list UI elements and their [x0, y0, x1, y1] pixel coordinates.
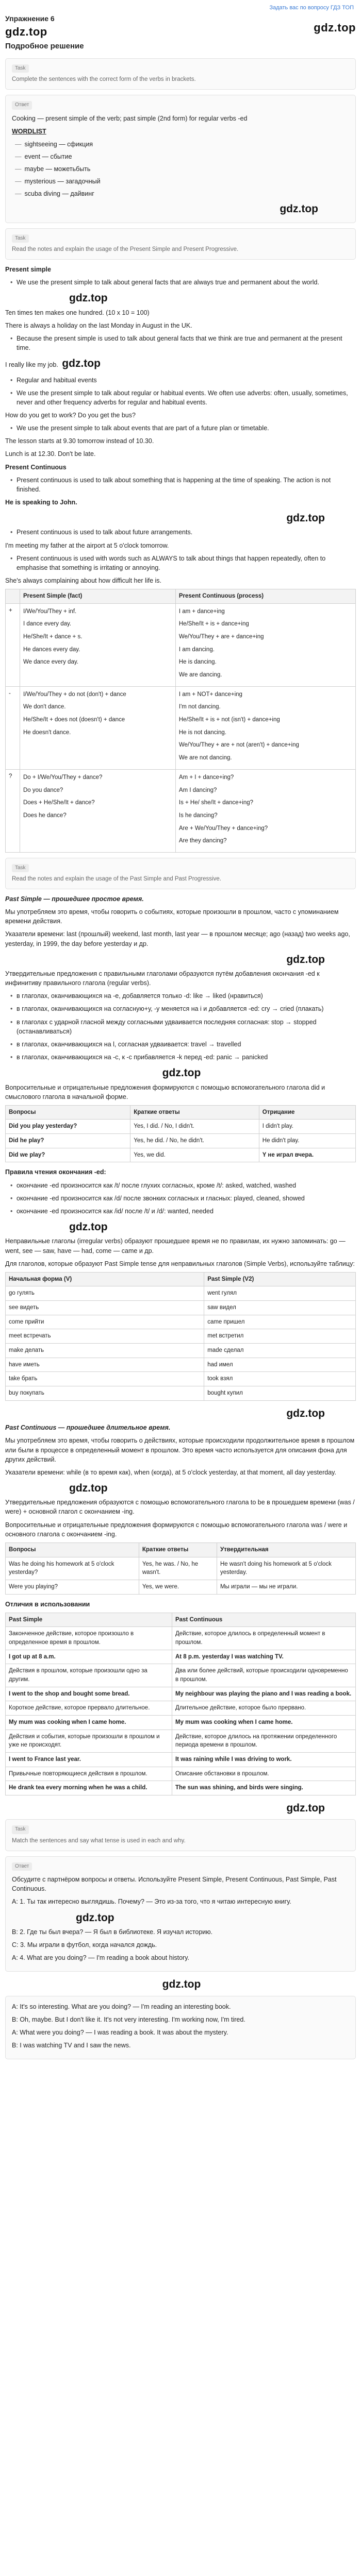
table-header: Past Simple (V2) — [204, 1272, 356, 1286]
table-sign: + — [6, 603, 20, 686]
rule: • We use the present simple to talk about regular or habitual events. We often use adverbs: often, usually, sometimes, never and other frequency adverbs for regular and habitual events. — [10, 388, 356, 407]
table-row — [6, 1664, 356, 1687]
table-row — [6, 1627, 356, 1650]
rule-list — [5, 1181, 356, 1216]
cell-line: He is dancing. — [178, 659, 217, 666]
answer-line: C: 3. Мы играли в футбол, когда начался дождь. — [12, 1941, 157, 1949]
table-row — [6, 1687, 356, 1701]
answer-line: A: 1. Ты так интересно выглядишь. Почему? — Это из-за того, что я читаю интересную книгу. — [12, 1898, 291, 1906]
rule: • Because the present simple is used to talk about general facts that we think are true and permanent at the present time. — [10, 334, 356, 352]
table-cell — [175, 603, 355, 686]
cell-line: I/We/You/They + do not (don't) + dance — [23, 691, 126, 698]
table-cell: He drank tea every morning when he was a child. — [6, 1781, 172, 1795]
watermark-row — [5, 1065, 356, 1081]
cell-line: He is not dancing. — [178, 729, 226, 736]
table-cell: Два или более действий, которые происходили одновременно в прошлом. — [172, 1664, 355, 1687]
wordlist-item: — scuba diving — дайвинг — [15, 189, 349, 198]
table-row — [6, 1730, 356, 1752]
table-cell — [175, 769, 355, 852]
example: The lesson starts at 9.30 tomorrow instead of 10.30. — [5, 437, 154, 445]
table-header: Past Continuous — [172, 1613, 355, 1627]
table-cell: Yes, we were. — [139, 1580, 217, 1594]
watermark-row — [5, 1801, 356, 1816]
table-cell: I didn't play. — [259, 1120, 355, 1134]
rule: • We use the present simple to talk about general facts that are always true and permanent about the world. — [10, 278, 356, 287]
watermark: gdz.top — [62, 358, 101, 370]
paragraph: Утвердительные предложения образуются с помощью вспомогательного глагола to be в прошедшем времени (was / were) + основной глагол с окончанием -ing. — [5, 1499, 355, 1516]
table-row — [6, 1344, 356, 1358]
section-title: Отличия в использовании — [5, 1600, 90, 1608]
paragraph: Вопросительные и отрицательные предложения формируются с помощью вспомогательного глагола was / were и основного глагола с окончанием -ing. — [5, 1521, 348, 1538]
task-text: Read the notes and explain the usage of the Past Simple and Past Progressive. — [12, 876, 221, 883]
table-row — [6, 769, 356, 852]
answer-line: B: Oh, maybe. But I don't like it. It's not very interesting. I'm working now, I'm tired. — [12, 2015, 245, 2023]
section-title: Past Continuous — прошедшее длительное время. — [5, 1424, 171, 1432]
cell-line: He doesn't dance. — [23, 729, 71, 736]
watermark-row — [5, 1977, 356, 1992]
wordlist-item: — event — сбытие — [15, 152, 349, 161]
grammar-table — [5, 589, 356, 853]
rule: • в глаголах, оканчивающихся на -е, добавляется только -d: like → liked (нравиться) — [10, 991, 356, 1001]
watermark-row — [5, 1406, 356, 1421]
table-row — [6, 603, 356, 686]
paragraph: Указатели времени: last (прошлый) weekend, last month, last year — в прошлом месяце; ago (назад) two weeks ago, yesterday, in 1999, the day before yesterday и др. — [5, 930, 350, 947]
table-row — [6, 1148, 356, 1162]
present-simple-section — [5, 265, 356, 585]
table-cell: Короткое действие, которое прервало длительное. — [6, 1701, 172, 1716]
table-cell: My mum was cooking when I came home. — [6, 1716, 172, 1730]
table-row — [6, 1315, 356, 1329]
final-answer-card — [5, 1996, 356, 2060]
table-cell: had имел — [204, 1358, 356, 1372]
exercise-title: Упражнение 6 — [5, 14, 55, 23]
cell-line: Are + We/You/They + dance+ing? — [178, 825, 268, 832]
cell-line: We are not dancing. — [178, 755, 232, 761]
answer-line: A: It's so interesting. What are you doing? — I'm reading an interesting book. — [12, 2003, 231, 2010]
watermark: gdz.top — [286, 953, 325, 965]
table-row — [6, 1386, 356, 1401]
example — [5, 356, 356, 371]
paragraph: Указатели времени: while (в то время как), when (когда), at 5 o'clock yesterday, at that moment, all day yesterday. — [5, 1468, 336, 1476]
table-header: Present Continuous (process) — [175, 589, 355, 604]
table-cell: At 8 p.m. yesterday I was watching TV. — [172, 1650, 355, 1664]
table-sign: - — [6, 686, 20, 769]
table-header-row — [6, 1272, 356, 1286]
paragraph: Утвердительные предложения с правильными глаголами образуются путём добавления окончания -ed к инфинитиву правильного глагола (regular verbs). — [5, 970, 320, 987]
table-cell: go гулять — [6, 1286, 204, 1301]
wordlist — [12, 140, 349, 199]
cell-line: He/She/It + does not (doesn't) + dance — [23, 717, 125, 723]
example: Ten times ten makes one hundred. (10 x 10 = 100) — [5, 309, 150, 316]
example: She's always complaining about how difficult her life is. — [5, 577, 162, 584]
table-cell: He wasn't doing his homework at 5 o'clock yesterday. — [217, 1557, 355, 1580]
answer-tag: Ответ — [12, 101, 32, 110]
task-tag: Task — [12, 864, 29, 873]
task-card-1 — [5, 58, 356, 90]
watermark: gdz.top — [280, 203, 318, 215]
cell-line: Do + I/We/You/They + dance? — [23, 774, 103, 781]
table-header: Краткие ответы — [130, 1105, 259, 1120]
rule-list — [5, 278, 356, 287]
section-title: Present Continuous — [5, 463, 67, 471]
table-header — [6, 589, 20, 604]
task-tag: Task — [12, 234, 29, 243]
watermark-row — [5, 291, 356, 306]
example: How do you get to work? Do you get the bus? — [5, 412, 136, 419]
table-row — [6, 1358, 356, 1372]
table-header: Вопросы — [6, 1543, 139, 1557]
table-cell: Was he doing his homework at 5 o'clock yesterday? — [6, 1557, 139, 1580]
table-cell: Yes, he was. / No, he wasn't. — [139, 1557, 217, 1580]
example: I'm meeting my father at the airport at 5 o'clock tomorrow. — [5, 541, 169, 549]
watermark-row — [5, 952, 356, 968]
table-cell: made сделал — [204, 1344, 356, 1358]
table-cell: I got up at 8 a.m. — [6, 1650, 172, 1664]
table-cell: Yes, we did. — [130, 1148, 259, 1162]
table-row — [6, 1716, 356, 1730]
section-title: Past Simple — прошедшее простое время. — [5, 895, 144, 903]
rule: • окончание -ed произносится как /id/ после /t/ и /d/: wanted, needed — [10, 1207, 356, 1216]
table-cell: went гулял — [204, 1286, 356, 1301]
example: Lunch is at 12.30. Don't be late. — [5, 450, 96, 458]
example: There is always a holiday on the last Monday in August in the UK. — [5, 321, 192, 329]
rule-list — [5, 528, 356, 537]
answer-line: A: What were you doing? — I was reading a book. It was about the mystery. — [12, 2029, 228, 2037]
task-text: Match the sentences and say what tense is used in each and why. — [12, 1837, 186, 1844]
rule: • Present continuous is used to talk about something that is happening at the time of speaking. The action is not finished. — [10, 476, 356, 494]
task-text: Complete the sentences with the correct form of the verbs in brackets. — [12, 76, 196, 83]
example-text: He is speaking to John. — [5, 498, 77, 506]
cell-line: He/She/It + is + not (isn't) + dance+ing — [178, 717, 280, 723]
watermark: gdz.top — [69, 1482, 108, 1494]
example — [5, 498, 356, 507]
cell-line: I am + NOT+ dance+ing — [178, 691, 242, 698]
answer-intro: Cooking — present simple of the verb; past simple (2nd form) for regular verbs -ed — [12, 114, 248, 122]
table-header: Отрицание — [259, 1105, 355, 1120]
paragraph: Правила чтения окончания -ed: — [5, 1168, 106, 1176]
table-cell: Did he play? — [6, 1134, 130, 1148]
table-cell: Описание обстановки в прошлом. — [172, 1767, 355, 1781]
task-tag: Task — [12, 64, 29, 73]
rule-list — [5, 476, 356, 494]
table-row — [6, 1329, 356, 1344]
cell-line: We/You/They + are + dance+ing — [178, 634, 264, 640]
irregular-verbs-table — [5, 1272, 356, 1401]
table-header: Краткие ответы — [139, 1543, 217, 1557]
table-row — [6, 1372, 356, 1386]
watermark: gdz.top — [162, 1978, 201, 1991]
cell-line: He dances every day. — [23, 646, 80, 653]
paragraph: Мы употребляем это время, чтобы говорить о событиях, которые произошли в прошлом, часто с упоминанием времени действия. — [5, 908, 339, 925]
cell-line: Is + He/ she/It + dance+ing? — [178, 800, 254, 806]
cell-line: Do you dance? — [23, 787, 63, 793]
cell-line: Are they dancing? — [178, 838, 227, 844]
table-cell: It was raining while I was driving to work. — [172, 1753, 355, 1767]
table-cell: took взял — [204, 1372, 356, 1386]
watermark: gdz.top — [69, 1221, 108, 1233]
rule-list — [5, 376, 356, 407]
table-cell: Привычные повторяющиеся действия в прошлом. — [6, 1767, 172, 1781]
rule: • окончание -ed произносится как /d/ после звонких согласных и гласных: played, cleaned, showed — [10, 1194, 356, 1203]
cell-line: Am I dancing? — [178, 787, 217, 793]
cell-line: I am dancing. — [178, 646, 215, 653]
table-row — [6, 1650, 356, 1664]
table-cell: come прийти — [6, 1315, 204, 1329]
table-row — [6, 1767, 356, 1781]
paragraph: Неправильные глаголы (irregular verbs) образуют прошедшее время не по правилам, их нужно запоминать: go — went, see — saw, have — had, come — came и др. — [5, 1238, 346, 1255]
wordlist-label: WORDLIST — [12, 127, 46, 135]
wordlist-item: — sightseeing — сфикция — [15, 140, 349, 149]
table-cell: meet встречать — [6, 1329, 204, 1344]
table-row — [6, 1286, 356, 1301]
table-header: Утвердительная — [217, 1543, 355, 1557]
table-row — [6, 1120, 356, 1134]
table-cell: came пришел — [204, 1315, 356, 1329]
answer-tag: Ответ — [12, 1862, 32, 1871]
exercise-subtitle: Подробное решение — [5, 42, 84, 51]
rule-list — [5, 334, 356, 352]
table-header-row — [6, 1105, 356, 1120]
rule: • Present continuous is used with words such as ALWAYS to talk about things that happen repeatedly, often to emphasise that something is irritating or annoying. — [10, 554, 356, 572]
cell-line: We dance every day. — [23, 659, 78, 666]
rule-list — [5, 554, 356, 572]
table-sign: ? — [6, 769, 20, 852]
table-header: Present Simple (fact) — [20, 589, 175, 604]
cell-line: I'm not dancing. — [178, 704, 221, 710]
section-title: Present simple — [5, 266, 51, 274]
table-header: Начальная форма (V) — [6, 1272, 204, 1286]
wordlist-item: — maybe — можетьбыть — [15, 164, 349, 174]
table-row — [6, 1134, 356, 1148]
task-card-4 — [5, 1819, 356, 1851]
cell-line: I am + dance+ing — [178, 608, 225, 615]
watermark-row — [5, 511, 356, 526]
table-cell: Действие, которое длилось в определенный момент в прошлом. — [172, 1627, 355, 1650]
table-header-row — [6, 1543, 356, 1557]
rule: • Present continuous is used to talk about future arrangements. — [10, 528, 356, 537]
table-cell: met встретил — [204, 1329, 356, 1344]
table-cell: have иметь — [6, 1358, 204, 1372]
table-row — [6, 1753, 356, 1767]
cell-line: Does + He/She/It + dance? — [23, 800, 95, 806]
cell-line: We don't dance. — [23, 704, 66, 710]
table-cell: My neighbour was playing the piano and I was reading a book. — [172, 1687, 355, 1701]
rule: • в глаголах, оканчивающихся на согласную+у, -у меняется на i и добавляется -ed: cry → cried (плакать) — [10, 1004, 356, 1013]
answer-intro: Обсудите с партнёром вопросы и ответы. Используйте Present Simple, Present Continuous, Past Simple, Past Continuous. — [12, 1876, 337, 1893]
rule: • в глаголах с ударной гласной между согласными удваивается последняя согласная: stop → stopped (останавливаться) — [10, 1018, 356, 1036]
rule: • We use the present simple to talk about events that are part of a future plan or timetable. — [10, 423, 356, 433]
table-cell: saw видел — [204, 1301, 356, 1315]
answer-line: B: I was watching TV and I saw the news. — [12, 2042, 131, 2049]
ask-question-link[interactable]: Задать вас по вопросу ГДЗ ТОП — [269, 5, 354, 11]
past-simple-table — [5, 1105, 356, 1163]
table-cell: Yes, I did. / No, I didn't. — [130, 1120, 259, 1134]
table-cell: Длительное действие, которое было прервано. — [172, 1701, 355, 1716]
table-row — [6, 1580, 356, 1594]
cell-line: I/We/You/They + inf. — [23, 608, 77, 615]
table-row — [6, 1781, 356, 1795]
task-card-2 — [5, 228, 356, 260]
answer-line: A: 4. What are you doing? — I'm reading a book about history. — [12, 1954, 190, 1962]
watermark: gdz.top — [69, 292, 108, 304]
table-cell: Действие, которое длилось на протяжении определенного периода времени в прошлом. — [172, 1730, 355, 1752]
compare-table — [5, 1613, 356, 1795]
cell-line: Does he dance? — [23, 812, 67, 819]
watermark: gdz.top — [76, 1911, 114, 1924]
table-row — [6, 686, 356, 769]
table-cell: Действия в прошлом, которые произошли одно за другим. — [6, 1664, 172, 1687]
paragraph: Вопросительные и отрицательные предложения формируются с помощью вспомогательного глагола did и смыслового глагола в начальной форме. — [5, 1083, 325, 1100]
rule: • окончание -ed произносится как /t/ после глухих согласных, кроме /t/: asked, watched, washed — [10, 1181, 356, 1190]
table-cell: take брать — [6, 1372, 204, 1386]
table-cell — [175, 686, 355, 769]
task-card-3 — [5, 858, 356, 889]
table-cell: bought купил — [204, 1386, 356, 1401]
answer-line: B: 2. Где ты был вчера? — Я был в библиотеке. Я изучал историю. — [12, 1928, 213, 1936]
table-header-row — [6, 589, 356, 604]
table-cell: My mum was cooking when I came home. — [172, 1716, 355, 1730]
watermark-row — [5, 1481, 356, 1496]
cell-line: He/She/It + is + dance+ing — [178, 621, 249, 628]
paragraph: Для глаголов, которые образуют Past Simple tense для неправильных глаголов (Simple Verbs), используйте таблицу: — [5, 1260, 355, 1267]
rule: • в глаголах, оканчивающихся на -с, к -с прибавляется -k перед -ed: panic → panicked — [10, 1053, 356, 1062]
table-row — [6, 1701, 356, 1716]
watermark-row — [5, 1219, 356, 1235]
exercise-header — [5, 12, 356, 55]
table-cell — [20, 686, 175, 769]
table-cell: I went to France last year. — [6, 1753, 172, 1767]
wordlist-item: — mysterious — загадочный — [15, 177, 349, 186]
cell-line: Am + I + dance+ing? — [178, 774, 234, 781]
table-cell: The sun was shining, and birds were singing. — [172, 1781, 355, 1795]
watermark: gdz.top — [5, 25, 47, 39]
task-text: Read the notes and explain the usage of the Present Simple and Present Progressive. — [12, 246, 239, 253]
table-cell: Действия и события, которые произошли в прошлом и уже не происходят. — [6, 1730, 172, 1752]
table-cell: He didn't play. — [259, 1134, 355, 1148]
table-cell: Did we play? — [6, 1148, 130, 1162]
watermark-row — [12, 1910, 349, 1926]
watermark: gdz.top — [286, 1802, 325, 1815]
answer-card-1 — [5, 95, 356, 223]
table-cell: Y не играл вчера. — [259, 1148, 355, 1162]
table-cell — [20, 769, 175, 852]
cell-line: Is he dancing? — [178, 812, 218, 819]
table-cell: Were you playing? — [6, 1580, 139, 1594]
table-cell: buy покупать — [6, 1386, 204, 1401]
table-cell: make делать — [6, 1344, 204, 1358]
table-cell: Мы играли — мы не играли. — [217, 1580, 355, 1594]
table-cell: Законченное действие, которое произошло в определенное время в прошлом. — [6, 1627, 172, 1650]
example-text: I really like my job. — [5, 361, 58, 369]
past-continuous-table — [5, 1543, 356, 1595]
watermark: gdz.top — [286, 1407, 325, 1419]
table-header: Past Simple — [6, 1613, 172, 1627]
table-cell: see видеть — [6, 1301, 204, 1315]
watermark: gdz.top — [162, 1067, 201, 1079]
cell-line: We/You/They + are + not (aren't) + dance+ing — [178, 742, 299, 749]
watermark-row — [12, 201, 349, 217]
table-header: Вопросы — [6, 1105, 130, 1120]
cell-line: He/She/It + dance + s. — [23, 634, 83, 640]
watermark: gdz.top — [314, 21, 356, 34]
rule: • в глаголах, оканчивающихся на l, согласная удваивается: travel → travelled — [10, 1040, 356, 1049]
table-header-row — [6, 1613, 356, 1627]
table-row — [6, 1557, 356, 1580]
cell-line: I dance every day. — [23, 621, 72, 628]
rule: • Regular and habitual events — [10, 376, 356, 385]
table-cell: Did you play yesterday? — [6, 1120, 130, 1134]
table-cell — [20, 603, 175, 686]
table-cell: Yes, he did. / No, he didn't. — [130, 1134, 259, 1148]
table-row — [6, 1301, 356, 1315]
rule-list — [5, 991, 356, 1062]
cell-line: We are dancing. — [178, 672, 222, 679]
table-cell: I went to the shop and bought some bread. — [6, 1687, 172, 1701]
rule-list — [5, 423, 356, 433]
watermark: gdz.top — [286, 512, 325, 524]
paragraph: Мы употребляем это время, чтобы говорить о действиях, которые происходили продолжительное время в прошлом или были в процессе в определенный момент в прошлом. Это время часто используется для описания фона для других действий. — [5, 1437, 355, 1463]
task-tag: Task — [12, 1825, 29, 1834]
answer-card-4 — [5, 1856, 356, 1972]
top-bar — [5, 3, 356, 12]
